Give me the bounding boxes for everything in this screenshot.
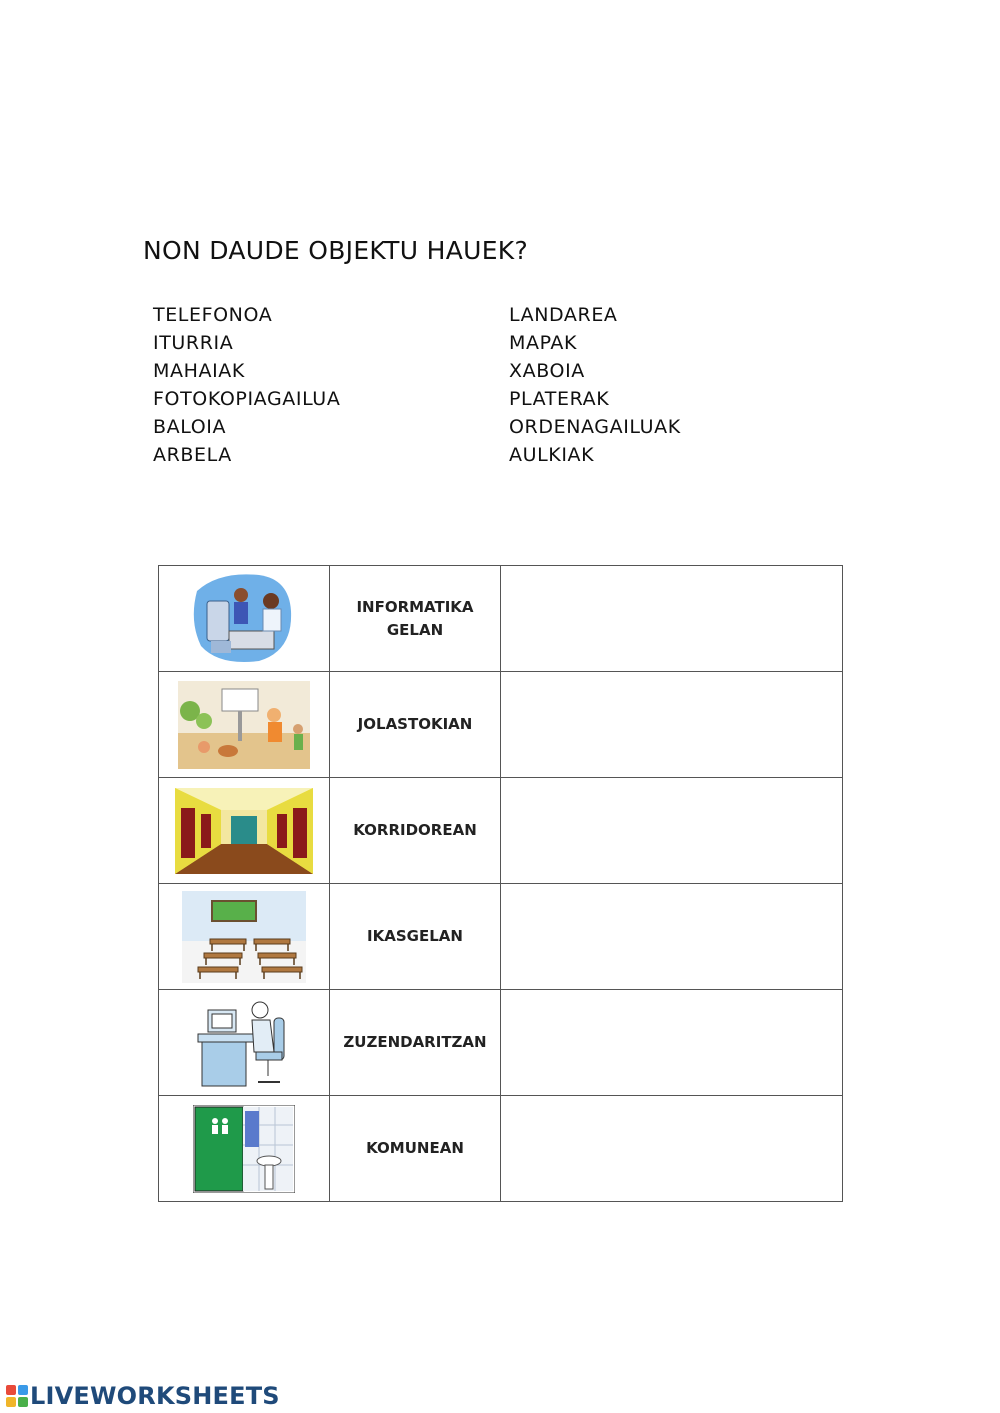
- places-table: [158, 565, 843, 1202]
- bathroom-illustration-icon: [193, 1105, 295, 1193]
- table-row: [159, 672, 843, 778]
- place-image-cell: [159, 990, 330, 1096]
- place-label-line1: KOMUNEAN: [366, 1139, 464, 1157]
- place-label-line1: IKASGELAN: [367, 927, 463, 945]
- place-image-cell: [159, 672, 330, 778]
- word-item: ORDENAGAILUAK: [509, 416, 681, 438]
- place-label-line1: JOLASTOKIAN: [357, 715, 473, 733]
- word-item: PLATERAK: [509, 388, 610, 410]
- computer-room-illustration-icon: [189, 571, 299, 666]
- word-item: XABOIA: [509, 360, 585, 382]
- word-item: MAPAK: [509, 332, 578, 354]
- table-row: [159, 990, 843, 1096]
- place-label: [330, 566, 501, 672]
- liveworksheets-logo-icon: [6, 1385, 28, 1407]
- table-row: [159, 1096, 843, 1202]
- word-item: AULKIAK: [509, 444, 595, 466]
- word-item: MAHAIAK: [153, 360, 245, 382]
- word-item: LANDAREA: [509, 304, 618, 326]
- place-label-line1: KORRIDOREAN: [353, 821, 477, 839]
- place-label-line2: GELAN: [386, 620, 444, 639]
- place-label: [330, 1096, 501, 1202]
- classroom-illustration-icon: [182, 891, 306, 983]
- place-label: [330, 990, 501, 1096]
- place-label: [330, 884, 501, 990]
- office-illustration-icon: [196, 996, 292, 1090]
- place-image-cell: [159, 1096, 330, 1202]
- table-row: [159, 884, 843, 990]
- answer-cell[interactable]: [501, 1096, 843, 1202]
- word-item: ITURRIA: [153, 332, 234, 354]
- worksheet-title: NON DAUDE OBJEKTU HAUEK?: [143, 236, 529, 265]
- word-item: BALOIA: [153, 416, 227, 438]
- word-item: TELEFONOA: [153, 304, 273, 326]
- answer-cell[interactable]: [501, 566, 843, 672]
- word-list-right: [509, 301, 681, 469]
- answer-cell[interactable]: [501, 778, 843, 884]
- table-row: [159, 778, 843, 884]
- playground-illustration-icon: [178, 681, 310, 769]
- place-label: [330, 672, 501, 778]
- answer-cell[interactable]: [501, 884, 843, 990]
- place-label-line1: INFORMATIKA: [356, 597, 474, 616]
- answer-cell[interactable]: [501, 990, 843, 1096]
- corridor-illustration-icon: [175, 788, 313, 874]
- word-list-left: [153, 301, 340, 469]
- footer-brand: LIVEWORKSHEETS: [30, 1382, 280, 1410]
- table-row: [159, 566, 843, 672]
- word-item: ARBELA: [153, 444, 232, 466]
- place-label: [330, 778, 501, 884]
- answer-cell[interactable]: [501, 672, 843, 778]
- place-label-line1: ZUZENDARITZAN: [343, 1033, 487, 1051]
- word-item: FOTOKOPIAGAILUA: [153, 388, 341, 410]
- place-image-cell: [159, 884, 330, 990]
- footer-logo: [6, 1382, 280, 1410]
- place-image-cell: [159, 778, 330, 884]
- place-image-cell: [159, 566, 330, 672]
